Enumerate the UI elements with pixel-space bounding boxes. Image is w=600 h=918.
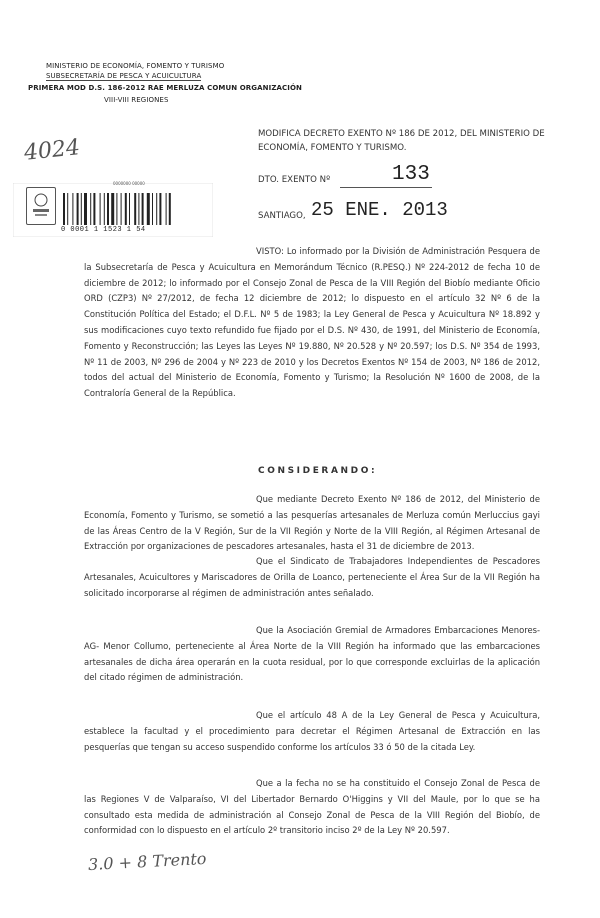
considerando-1: Que mediante Decreto Exento Nº 186 de 2012, del Ministerio de Economía, Fomento y Turismo, se sometió a las pesquerías artesanales de Merluza común Merluccius gayi de las Áreas Centro de la V Región, Sur de la VII Región y Norte de la VIII Región, al Régimen Artesanal de Extracción por organizaciones de pescadores artesanales, hasta el 31 de diciembre de 2013. bbox=[84, 494, 540, 552]
considerando-3: Que la Asociación Gremial de Armadores Embarcaciones Menores-AG- Menor Collumo, perteneciente al Área Norte de la VIII Región ha informado que las embarcaciones artesanales de dicha área operarán en la cuota residual, por lo que corresponde excluirlas de la aplicación del citado régimen de administración. bbox=[84, 625, 540, 683]
handwritten-footer-note: 3.0 + 8 Trento bbox=[87, 848, 207, 875]
considerando-2: Que el Sindicato de Trabajadores Independientes de Pescadores Artesanales, Acuicultores y Mariscadores de Orilla de Loanco, perteneciente el Área Sur de la VII Región ha solicitado incorporarse al régimen de administración antes señalado. bbox=[84, 556, 540, 598]
decree-title: MODIFICA DECRETO EXENTO Nº 186 DE 2012, DEL MINISTERIO DE ECONOMÍA, FOMENTO Y TURISMO. bbox=[258, 129, 545, 153]
considerando-heading: CONSIDERANDO: bbox=[258, 466, 378, 476]
decree-number: 133 bbox=[392, 163, 430, 186]
considerando-4: Que el artículo 48 A de la Ley General de Pesca y Acuicultura, establece la facultad y el procedimiento para decretar el Régimen Artesanal de Extracción en las pesquerías que tengan su acceso suspendido conforme los artículos 33 ó 50 de la citada Ley. bbox=[84, 710, 540, 752]
visto-paragraph: VISTO: Lo informado por la División de Administración Pesquera de la Subsecretaría de Pesca y Acuicultura en Memorándum Técnico (R.PESQ.) Nº 224-2012 de fecha 10 de diciembre de 2012; lo informado por el Consejo Zonal de Pesca de la VIII Región del Biobío mediante Oficio ORD (CZP3) Nº 27/2012, de fecha 12 diciembre de 2012; lo dispuesto en el artículo 32 Nº 6 de la Constitución Política del Estado; el D.F.L. Nº 5 de 1983; la Ley General de Pesca y Acuicultura Nº 18.892 y sus modificaciones cuyo texto refundido fue fijado por el D.S. Nº 430, de 1991, del Ministerio de Economía, Fomento y Reconstrucción; las Leyes las Leyes Nº 19.880, Nº 20.528 y Nº 20.597; los D.S. Nº 354 de 1993, Nº 11 de 2003, Nº 296 de 2004 y Nº 223 de 2010 y los Decretos Exentos Nº 154 de 2003, Nº 186 de 2012, todos del actual del Ministerio de Economía, Fomento y Turismo; la Resolución Nº 1600 de 2008, de la Contraloría General de la República. bbox=[84, 246, 540, 399]
decree-place: SANTIAGO, bbox=[258, 211, 306, 221]
considerando-5: Que a la fecha no se ha constituido el Consejo Zonal de Pesca de las Regiones V de Valparaíso, VI del Libertador Bernardo O'Higgins y VII del Maule, por lo que se ha consultado esta medida de administración al Consejo Zonal de Pesca de la VIII Región del Biobío, de conformidad con lo dispuesto en el artículo 2º transitorio inciso 2º de la Ley Nº 20.597. bbox=[84, 778, 540, 836]
barcode-digits: 0 0001 1 1523 1 54 bbox=[61, 226, 146, 234]
handwritten-number: 4024 bbox=[22, 135, 82, 166]
regions-line: VIII-VIII REGIONES bbox=[104, 96, 169, 104]
ministry-name: MINISTERIO DE ECONOMÍA, FOMENTO Y TURISMO bbox=[46, 62, 225, 70]
barcode-top-text: 0000000 00000 bbox=[113, 181, 145, 186]
subsecretaria-name: SUBSECRETARÍA DE PESCA Y ACUICULTURA bbox=[46, 72, 202, 80]
decree-label: DTO. EXENTO Nº bbox=[258, 175, 331, 185]
decree-date: 25 ENE. 2013 bbox=[311, 199, 448, 221]
decree-number-line bbox=[340, 187, 432, 188]
ministry-stamp-icon bbox=[26, 187, 56, 225]
subject-line: PRIMERA MOD D.S. 186-2012 RAE MERLUZA COMUN ORGANIZACIÓN bbox=[28, 84, 302, 92]
